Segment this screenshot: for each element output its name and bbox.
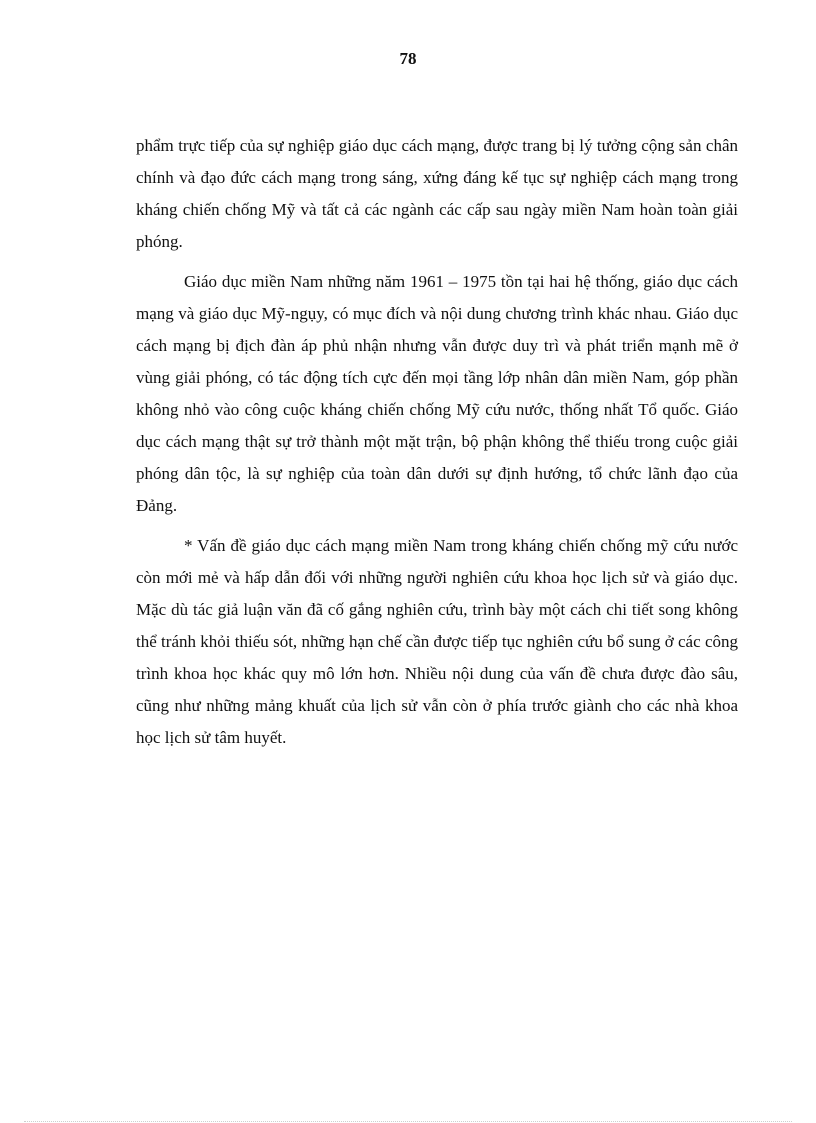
page-number: 78	[399, 49, 417, 68]
paragraph-education-systems: Giáo dục miền Nam những năm 1961 – 1975 tồn tại hai hệ thống, giáo dục cách mạng và giáo dục Mỹ-ngụy, có mục đích và nội dung chương trình khác nhau. Giáo dục cách mạng bị địch đàn áp phủ nhận nhưng vẫn được duy trì và phát triển mạnh mẽ ở vùng giải phóng, có tác động tích cực đến mọi tầng lớp nhân dân miền Nam, góp phần không nhỏ vào công cuộc kháng chiến chống Mỹ cứu nước, thống nhất Tổ quốc. Giáo dục cách mạng thật sự trở thành một mặt trận, bộ phận không thể thiếu trong cuộc giải phóng dân tộc, là sự nghiệp của toàn dân dưới sự định hướng, tổ chức lãnh đạo của Đảng.	[136, 272, 738, 515]
paragraph-research-note: * Vấn đề giáo dục cách mạng miền Nam trong kháng chiến chống mỹ cứu nước còn mới mẻ và hấp dẫn đối với những người nghiên cứu khoa học lịch sử và giáo dục. Mặc dù tác giả luận văn đã cố gắng nghiên cứu, trình bày một cách chi tiết song không thể tránh khỏi thiếu sót, những hạn chế cần được tiếp tục nghiên cứu bổ sung ở các công trình khoa học khác quy mô lớn hơn. Nhiều nội dung của vấn đề chưa được đào sâu, cũng như những mảng khuất của lịch sử vẫn còn ở phía trước giành cho các nhà khoa học lịch sử tâm huyết.	[136, 536, 738, 747]
paragraph-continuation: phẩm trực tiếp của sự nghiệp giáo dục cách mạng, được trang bị lý tưởng cộng sản chân chính và đạo đức cách mạng trong sáng, xứng đáng kế tục sự nghiệp cách mạng trong kháng chiến chống Mỹ và tất cả các ngành các cấp sau ngày miền Nam hoàn toàn giải phóng.	[136, 136, 738, 251]
document-body	[136, 130, 738, 762]
page-bottom-divider	[24, 1121, 792, 1122]
